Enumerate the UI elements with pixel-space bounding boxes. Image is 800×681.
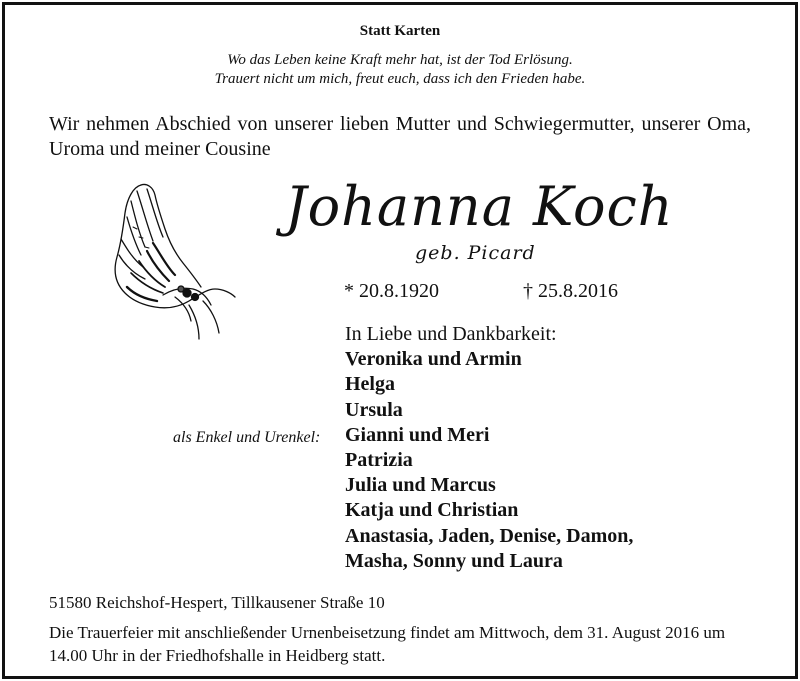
- funeral-notice: Die Trauerfeier mit anschließender Urnenbeisetzung findet am Mittwoch, dem 31. August 2016 um 14.00 Uhr in der Friedhofshalle in Heidberg statt.: [49, 623, 726, 665]
- mourner-name: Ursula: [345, 398, 403, 421]
- birth-date: * 20.8.1920: [344, 280, 439, 302]
- mourner-name: Patrizia: [345, 449, 413, 472]
- maiden-name: geb. Picard: [415, 242, 536, 264]
- mourners-heading: In Liebe und Dankbarkeit:: [345, 323, 557, 345]
- mourner-name: Julia und Marcus: [345, 474, 496, 497]
- address: 51580 Reichshof-Hespert, Tillkausener Straße 10: [49, 593, 385, 612]
- mourner-name: Masha, Sonny und Laura: [345, 549, 563, 572]
- mourner-name: Katja und Christian: [345, 499, 519, 522]
- mourner-name: Veronika und Armin: [345, 348, 522, 371]
- praying-hands-icon: [103, 177, 243, 345]
- death-date: † 25.8.2016: [523, 280, 618, 302]
- mourner-name: Anastasia, Jaden, Denise, Damon,: [345, 524, 634, 547]
- header-statt-karten: Statt Karten: [359, 23, 441, 39]
- deceased-name: Johanna Koch: [285, 175, 674, 238]
- grandchildren-label: als Enkel und Urenkel:: [173, 429, 321, 446]
- mourners-list: [345, 322, 633, 574]
- quote-line-2: Trauert nicht um mich, freut euch, dass ich den Frieden habe.: [214, 71, 586, 87]
- quote-line-1: Wo das Leben keine Kraft mehr hat, ist der Tod Erlösung.: [227, 52, 573, 68]
- mourner-name: Helga: [345, 373, 395, 396]
- intro-text: Wir nehmen Abschied von unserer lieben Mutter und Schwiegermutter, unserer Oma, Uroma und meiner Cousine: [49, 113, 751, 160]
- mourner-name: Gianni und Meri: [345, 423, 490, 446]
- obituary-card: [2, 2, 798, 679]
